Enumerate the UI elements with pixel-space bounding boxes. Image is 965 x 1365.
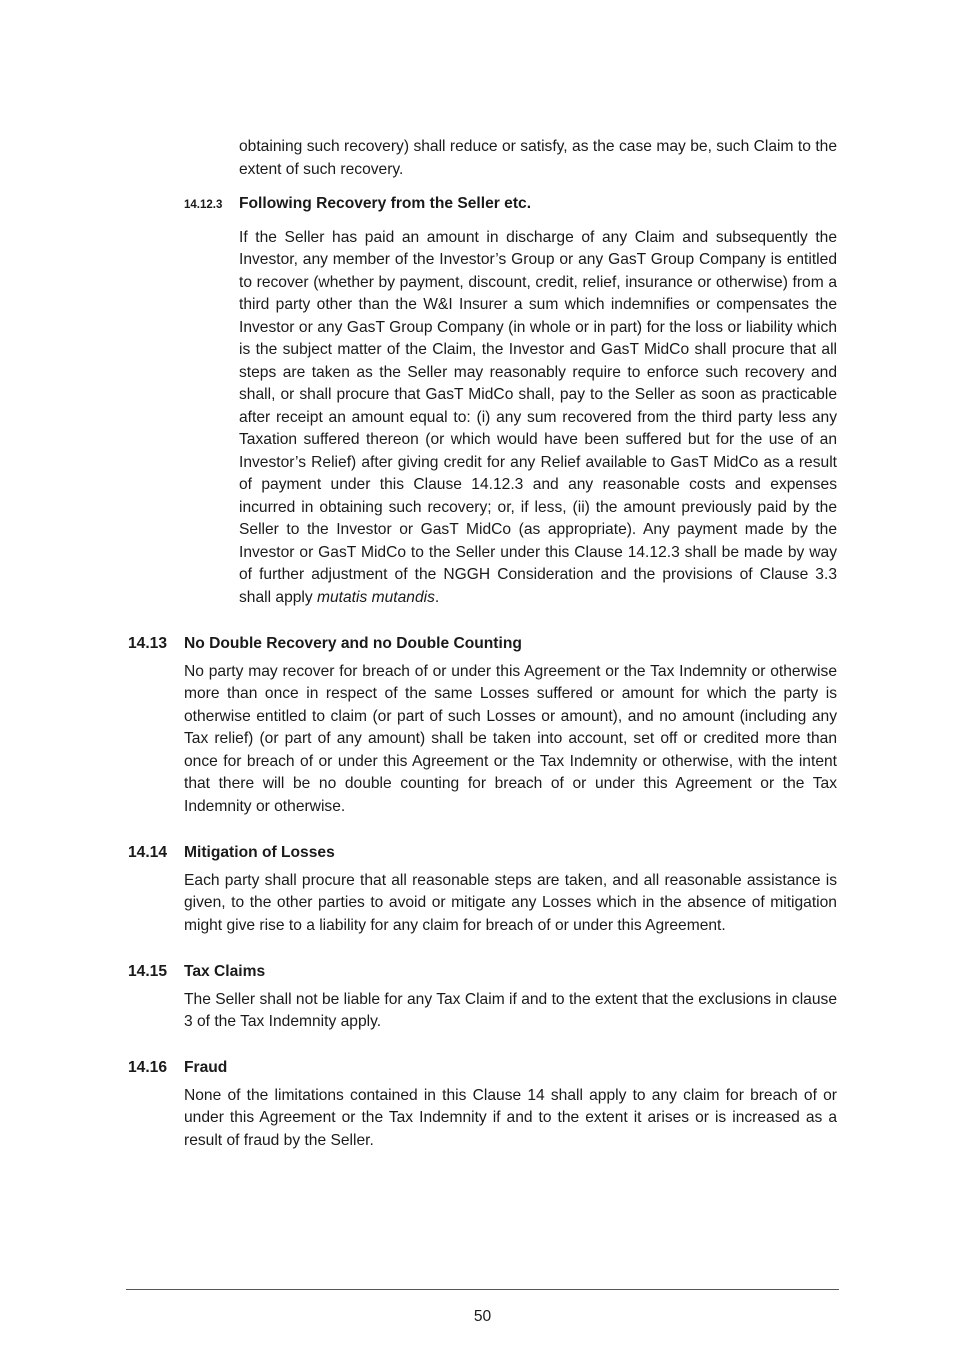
clause-body: The Seller shall not be liable for any Tax Claim if and to the extent that the exclusions in clause 3 of the Tax Indemnity apply. (184, 990, 837, 1030)
clause-body (239, 227, 837, 610)
clause-14-15 (128, 961, 837, 1034)
body-italic: mutatis mutandis (317, 588, 435, 606)
clause-14-12-3 (184, 193, 837, 609)
clause-number: 14.15 (128, 963, 168, 980)
clause-body: None of the limitations contained in this Clause 14 shall apply to any claim for breach of or under this Agreement or the Tax Indemnity if and to the extent it arises or is increased as a result of fraud by the Seller. (184, 1086, 837, 1149)
page-number: 50 (473, 1308, 492, 1325)
clause-14-16 (128, 1057, 837, 1152)
clause-heading: Following Recovery from the Seller etc. (239, 195, 532, 212)
continuation-paragraph (239, 136, 837, 181)
clause-heading: Tax Claims (184, 963, 266, 980)
continuation-text: obtaining such recovery) shall reduce or satisfy, as the case may be, such Claim to the extent of such recovery. (239, 138, 837, 178)
clause-heading: Mitigation of Losses (184, 844, 335, 861)
clause-number: 14.12.3 (184, 199, 223, 211)
clause-body: Each party shall procure that all reasonable steps are taken, and all reasonable assistance is given, to the other parties to avoid or mitigate any Losses which in the absence of mitigation might give rise to a liability for any claim for breach of or under this Agreement. (184, 871, 837, 934)
clause-heading: No Double Recovery and no Double Counting (184, 635, 522, 652)
clause-number: 14.14 (128, 844, 168, 861)
clause-heading: Fraud (184, 1059, 228, 1076)
clause-14-14 (128, 842, 837, 937)
body-end: . (434, 588, 440, 606)
footer-divider (126, 1289, 839, 1290)
clause-body: No party may recover for breach of or under this Agreement or the Tax Indemnity or otherwise more than once in respect of the same Losses suffered or amount for which the party is otherwise entitled to claim (or part of such Losses or amount), and no amount (including any Tax relief) (or part of any amount) shall be taken into account, set off or credited more than once for breach of or under this Agreement or the Tax Indemnity or otherwise, with the intent that there will be no double counting for breach of or under this Agreement or the Tax Indemnity or otherwise. (184, 662, 837, 815)
clause-number: 14.16 (128, 1059, 168, 1076)
clause-number: 14.13 (128, 635, 168, 652)
clause-14-13 (128, 633, 837, 818)
body-text: If the Seller has paid an amount in discharge of any Claim and subsequently the Investor, any member of the Investor’s Group or any GasT Group Company is entitled to recover (whether by payment, discount, credit, relief, insurance or otherwise) from a third party other than the W&I Insurer a sum which indemnifies or compensates the Investor or any GasT Group Company (in whole or in part) for the loss or liability which is the subject matter of the Claim, the Investor and GasT MidCo shall procure that all steps are taken as the Seller may reasonably require to enforce such recovery and shall, or shall procure that GasT MidCo shall, pay to the Seller as soon as practicable after receipt an amount equal to: (i) any sum recovered from the third party less any Taxation suffered thereon (or which would have been suffered but for the use of an Investor’s Relief) after giving credit for any Relief available to GasT MidCo as a result of payment under this Clause 14.12.3 and any reasonable costs and expenses incurred in obtaining such recovery; or, if less, (ii) the amount previously paid by the Seller to the Investor or GasT MidCo (as appropriate). Any payment made by the Investor or GasT MidCo to the Seller under this Clause 14.12.3 shall be made by way of further adjustment of the NGGH Consideration and the provisions of Clause 3.3 shall apply (239, 228, 837, 606)
